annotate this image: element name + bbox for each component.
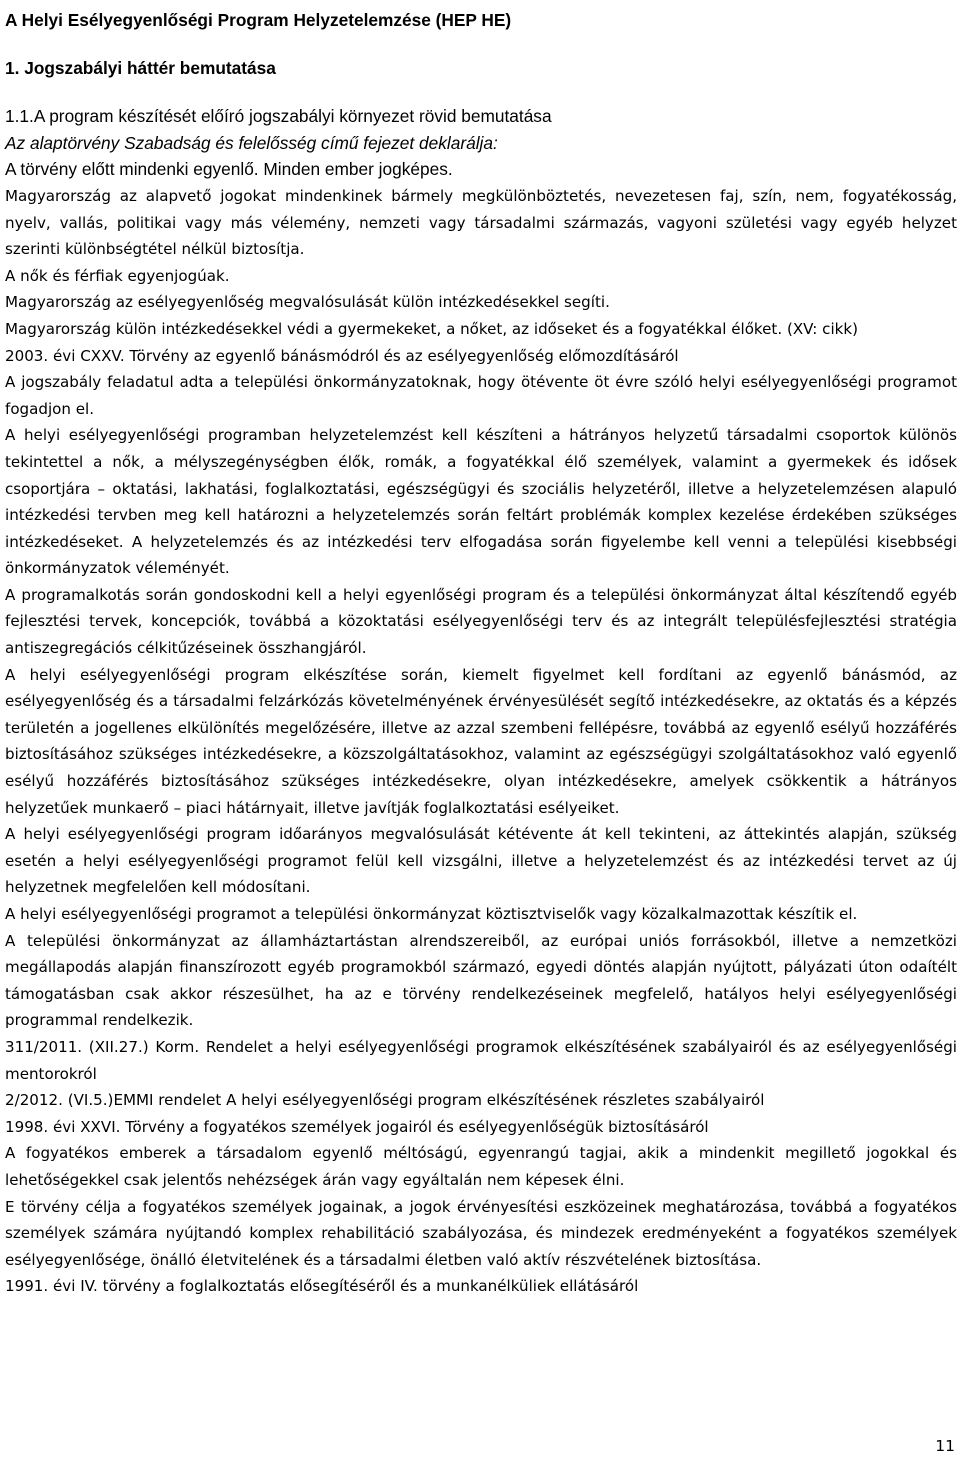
section-heading-1-1: 1.1.A program készítését előíró jogszabályi környezet rövid bemutatása bbox=[5, 106, 552, 127]
page-number: 11 bbox=[935, 1437, 955, 1455]
law-2011-title: Rendelet a helyi esélyegyenlőségi programok elkészítésének szabályairól és az esélyegyenlőségi mentorokról bbox=[5, 1037, 957, 1083]
paragraph-attention: A helyi esélyegyenlőségi program elkészítése során, kiemelt figyelmet kell fordítani az egyenlő bánásmód, az esélyegyenlőség és a társadalmi felzárkózás követelményének érvényesülését segítő intézkedésekre, az oktatás és a képzés területén a jogellenes elkülönítés megelőzésére, illetve az azzal szembeni fellépésre, továbbá az egyenlő esélyű hozzáférés biztosításához szükséges intézkedésekre, a közszolgáltatásokhoz, valamint az egészségügyi szolgáltatásokhoz való egyenlő esélyű hozzáférés biztosításához szükséges intézkedésekre, olyan intézkedésekre, amelyek csökkentik a hátrányos helyzetűek munkaerő – piaci hátárnyait, illetve javítják foglalkoztatási esélyeiket. bbox=[5, 665, 957, 817]
law-1998-title: Törvény a fogyatékos személyek jogairól és esélyegyenlőségük biztosításáról bbox=[120, 1117, 709, 1136]
law-2012 bbox=[5, 1087, 957, 1114]
law-2011-number: 311/2011. (XII.27.) Korm. bbox=[5, 1037, 200, 1056]
paragraph-task: A jogszabály feladatul adta a települési önkormányzatoknak, hogy ötévente öt évre szóló helyi esélyegyenlőségi programot fogadjon el. bbox=[5, 373, 957, 418]
paragraph-disabled-members: A fogyatékos emberek a társadalom egyenlő méltóságú, egyenrangú tagjai, akik a mindenkit megillető jogokkal és lehetőségekkel csak jelentős nehézségek árán vagy egyáltalán nem képesek élni. bbox=[5, 1144, 957, 1189]
law-2003-number: 2003. évi CXXV. bbox=[5, 346, 125, 365]
law-2003-title: Törvény az egyenlő bánásmódról és az esélyegyenlőség előmozdításáról bbox=[124, 346, 679, 365]
law-1991 bbox=[5, 1273, 957, 1300]
paragraph-law-goal: E törvény célja a fogyatékos személyek jogainak, a jogok érvényesítési eszközeinek meghatározása, továbbá a fogyatékos személyek számára nyújtandó komplex rehabilitáció szabályozása, és mindezek eredményeként a fogyatékos személyek esélyegyenlősége, önálló életvitelének és a társadalmi életben való aktív részvételének biztosítása. bbox=[5, 1197, 957, 1269]
section-heading-1: 1. Jogszabályi háttér bemutatása bbox=[5, 57, 276, 78]
document-title: A Helyi Esélyegyenlőségi Program Helyzetelemzése (HEP HE) bbox=[5, 10, 512, 30]
law-2011 bbox=[5, 1034, 957, 1087]
paragraph-prepared-by: A helyi esélyegyenlőségi programot a települési önkormányzat köztisztviselők vagy közalkalmazottak készítik el. bbox=[5, 905, 858, 923]
law-2003 bbox=[5, 343, 957, 370]
law-1991-title: törvény a foglalkoztatás elősegítéséről és a munkanélküliek ellátásáról bbox=[97, 1277, 639, 1296]
paragraph-protection: Magyarország külön intézkedésekkel védi a gyermekeket, a nőket, az időseket és a fogyatékkal élőket. (XV: cikk) bbox=[5, 319, 859, 338]
equal-before-law: A törvény előtt mindenki egyenlő. Minden ember jogképes. bbox=[5, 159, 453, 180]
law-1998 bbox=[5, 1114, 957, 1141]
paragraph-equal-opportunity: Magyarország az esélyegyenlőség megvalósulását külön intézkedésekkel segíti. bbox=[5, 293, 610, 312]
paragraph-rights: Magyarország az alapvető jogokat mindenkinek bármely megkülönböztetés, nevezetesen faj, szín, nem, fogyatékosság, nyelv, vallás, politikai vagy más vélemény, nemzeti vagy társadalmi származás, vagyoni születési vagy egyéb helyzet szerinti különbségtétel nélkül biztosítja. bbox=[5, 186, 957, 259]
paragraph-programming: A programalkotás során gondoskodni kell a helyi egyenlőségi program és a települési önkormányzat által készítendő egyéb fejlesztési tervek, koncepciók, továbbá a közoktatási esélyegyenlőségi terv és az integrált településfejlesztési stratégia antiszegregációs célkitűzéseinek összhangjáról. bbox=[5, 585, 957, 658]
paragraph-situation-analysis: A helyi esélyegyenlőségi programban helyzetelemzést kell készíteni a hátrányos helyzetű társadalmi csoportok különös tekintettel a nők, a mélyszegénységben élők, romák, a fogyatékkal élő személyek, valamint a gyermekek és idősek csoportjára – oktatási, lakhatási, foglalkoztatási, egészségügyi és szociális helyzetéről, illetve a helyzetelemzésen alapuló intézkedési tervben meg kell határozni a helyzetelemzés során feltárt problémák komplex kezelése érdekében szükséges intézkedéseket. A helyzetelemzés és az intézkedési terv elfogadása során figyelembe kell venni a települési kisebbségi önkormányzatok véleményét. bbox=[5, 426, 957, 578]
paragraph-equal-rights: A nők és férfiak egyenjogúak. bbox=[5, 266, 230, 285]
law-2012-number: 2/2012. (VI.5.) bbox=[5, 1091, 114, 1110]
law-1998-number: 1998. évi XXVI. bbox=[5, 1117, 121, 1136]
paragraph-review: A helyi esélyegyenlőségi program időarányos megvalósulását kétévente át kell tekinteni, az áttekintés alapján, szükség esetén a helyi esélyegyenlőségi programot felül kell vizsgálni, illetve a helyzetelemzést és az intézkedési tervet az új helyzetnek megfelelően kell módosítani. bbox=[5, 825, 957, 897]
law-1991-number: 1991. évi IV. bbox=[5, 1277, 98, 1296]
law-2012-title: EMMI rendelet A helyi esélyegyenlőségi program elkészítésének részletes szabályairól bbox=[113, 1091, 765, 1110]
alaptorveny-intro: Az alaptörvény Szabadság és felelősség című fejezet deklarálja: bbox=[5, 132, 498, 153]
document-body bbox=[5, 0, 957, 1300]
paragraph-funding: A települési önkormányzat az államháztartástan alrendszereiből, az európai uniós forrásokból, illetve a nemzetközi megállapodás alapján finanszírozott egyéb programokból származó, egyedi döntés alapján nyújtott, pályázati úton odaítélt támogatásban csak akkor részesülhet, ha az e törvény rendelkezéseinek megfelelő, hatályos helyi esélyegyenlőségi programmal rendelkezik. bbox=[5, 931, 957, 1030]
